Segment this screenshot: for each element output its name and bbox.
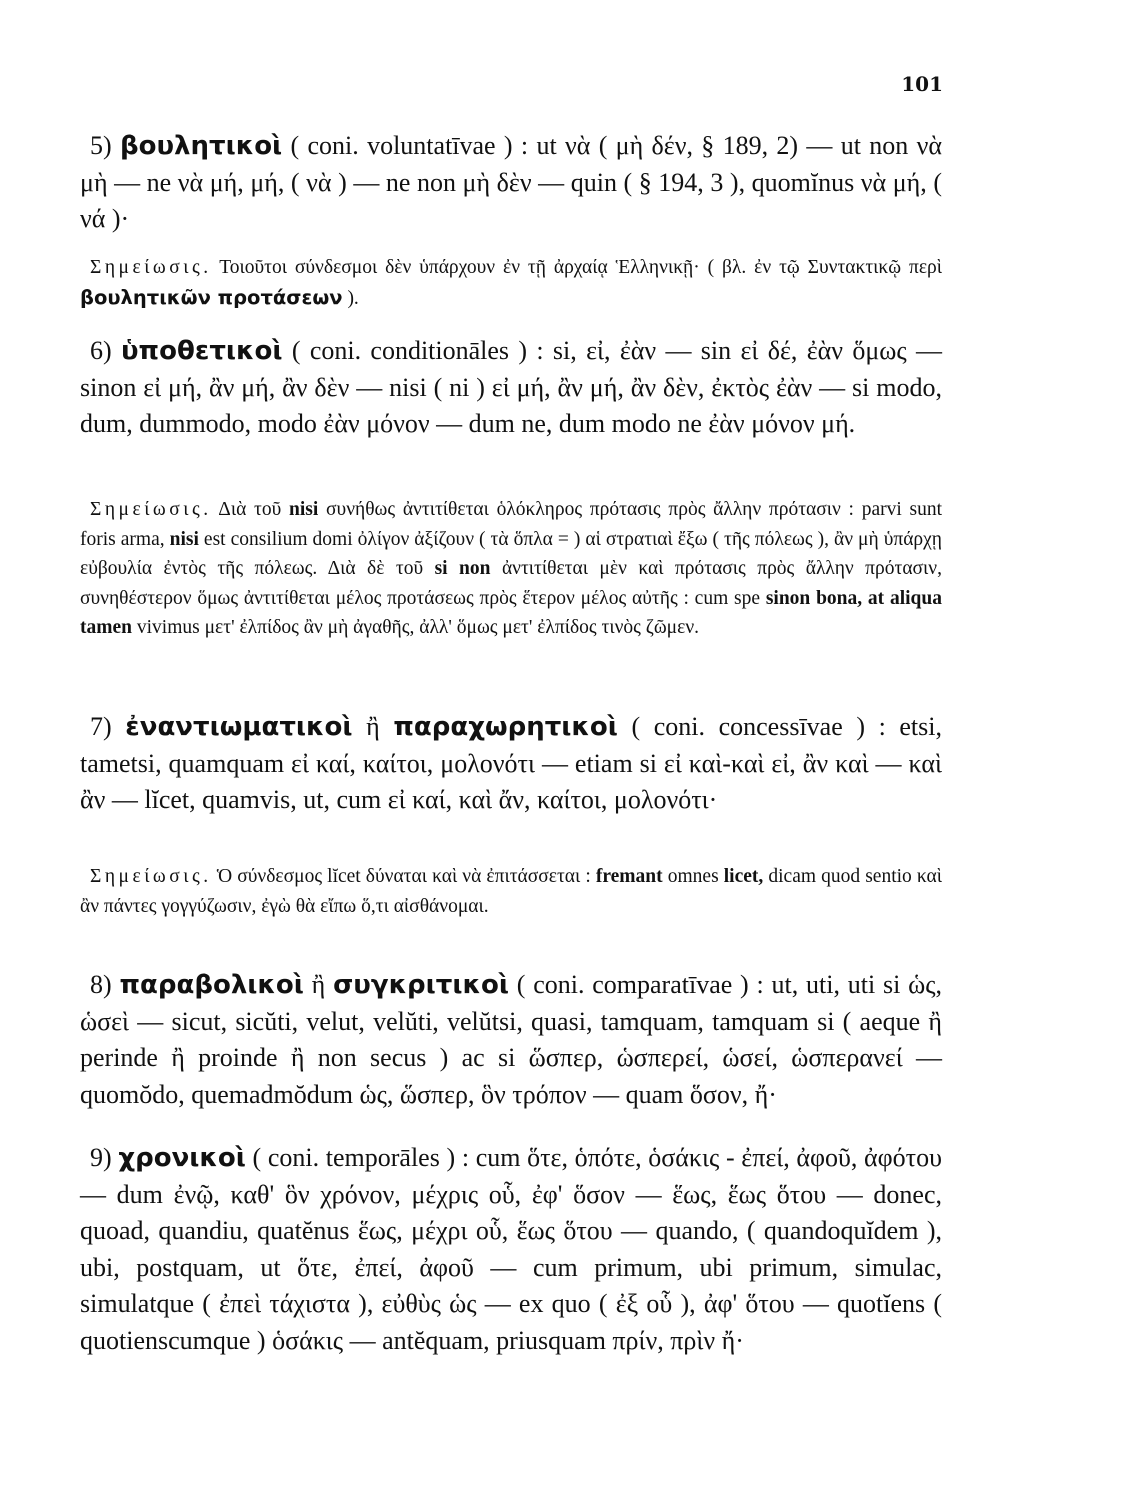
text-run: est consilium domi ὀλίγον ἀξίζουν ( τὰ ὅπλα = ) αἱ στρατιαὶ ἔξω ( τῆς πόλεως ), ἂν μὴ ὑπάρχῃ εὐβουλία ἐντὸς τῆς πόλεως. Διὰ δὲ τοῦ	[80, 528, 942, 579]
text-run: Τοιοῦτοι σύνδεσμοι δὲν ὑπάρχουν ἐν τῇ ἀρχαίᾳ Ἑλληνικῇ· ( βλ. ἐν τῷ Συντακτικῷ περὶ	[211, 257, 942, 278]
section-number: 9)	[90, 1143, 112, 1172]
section-7-note	[80, 862, 942, 921]
text-run: ( coni. temporāles ) : cum ὅτε, ὁπότε, ὁσάκις - ἐπεί, ἀφοῦ, ἀφότου — dum ἐνῷ, καθ' ὃν χρόνον, μέχρις οὗ, ἐφ' ὅσον — ἕως, ἕως ὅτου — donec, quoad, quandiu, quatĕnus ἕως, μέχρι οὗ, ἕως ὅτου — quando, ( quandoquĭdem ), ubi, postquam, ut ὅτε, ἐπεί, ἀφοῦ — cum primum, ubi primum, simulac, simulatque ( ἐπεὶ τάχιστα ), εὐθὺς ὡς — ex quo ( ἐξ οὗ ), ἀφ' ὅτου — quotĭens ( quotienscumque ) ὁσάκις — antĕquam, priusquam πρίν, πρὶν ἤ·	[80, 1143, 942, 1355]
text-run: vivimus μετ' ἐλπίδος ἂν μὴ ἀγαθῆς, ἀλλ' ὅμως μετ' ἐλπίδος τινὸς ζῶμεν.	[132, 617, 700, 638]
section-number: 5)	[90, 131, 112, 160]
text-run: συνήθως ἀντιτίθεται ὁλόκληρος πρότασις πρὸς ἄλλην πρότασιν : parvi sunt foris arma,	[80, 499, 943, 550]
section-8-paragraph	[80, 967, 942, 1113]
text-run: Διὰ τοῦ	[211, 499, 290, 520]
section-9-paragraph	[80, 1140, 942, 1359]
emphasized-term: συγκριτικοὶ	[333, 970, 509, 1000]
emphasized-term: sinon bona, at aliqua tamen	[80, 587, 942, 638]
page-number: 101	[901, 72, 943, 96]
text-run: Ὁ σύνδεσμος lĭcet δύναται καὶ νὰ ἐπιτάσσεται :	[211, 866, 596, 887]
emphasized-term: βουλητικῶν προτάσεων	[80, 285, 343, 309]
note-label: Σημείωσις.	[90, 499, 212, 520]
emphasized-term: fremant	[595, 866, 663, 887]
text-run: ἢ	[352, 712, 394, 741]
note-label: Σημείωσις.	[90, 257, 212, 278]
emphasized-term: παραχωρητικοὶ	[393, 712, 618, 742]
emphasized-term: ἐναντιωματικοὶ	[125, 712, 353, 742]
emphasized-term: licet,	[723, 866, 764, 887]
text-run: dicam quod sentio καὶ ἂν πάντες γογγύζωσιν, ἐγὼ θὰ εἴπω ὅ,τι αἰσθάνομαι.	[80, 866, 942, 917]
note-label: Σημείωσις.	[90, 866, 212, 887]
text-run: ( coni. concessīvae ) : etsi, tametsi, quamquam εἰ καί, καίτοι, μολονότι — etiam si εἰ καὶ-καὶ εἰ, ἂν καὶ — καὶ ἂν — lĭcet, quamvis, ut, cum εἰ καί, καὶ ἄν, καίτοι, μολονότι·	[80, 712, 942, 814]
emphasized-term: nisi	[169, 528, 199, 550]
section-5-note	[80, 253, 942, 313]
section-number: 8)	[90, 970, 112, 999]
text-run: omnes	[662, 866, 724, 887]
text-run: ἢ	[303, 970, 334, 999]
text-run: ).	[342, 287, 359, 309]
emphasized-term: nisi	[289, 499, 319, 520]
section-6-note	[80, 495, 942, 643]
section-7-paragraph	[80, 709, 942, 819]
section-number: 7)	[90, 712, 112, 741]
emphasized-term: si non	[434, 558, 491, 579]
emphasized-term: ὑποθετικοὶ	[121, 336, 283, 366]
emphasized-term: χρονικοὶ	[118, 1143, 246, 1173]
section-5-paragraph	[80, 128, 942, 238]
text-run: ( coni. conditionāles ) : si, εἰ, ἐὰν — sin εἰ δέ, ἐὰν ὅμως — sinon εἰ μή, ἂν μή, ἂν δὲν — nisi ( ni ) εἰ μή, ἂν μή, ἂν δὲν, ἐκτὸς ἐὰν — si modo, dum, dummodo, modo ἐὰν μόνον — dum ne, dum modo ne ἐὰν μόνον μή.	[80, 336, 942, 438]
emphasized-term: βουλητικοὶ	[120, 131, 283, 161]
text-run: ἀντιτίθεται μὲν καὶ πρότασις πρὸς ἄλλην πρότασιν, συνηθέστερον ὅμως ἀντιτίθεται μέλος προτάσεως πρὸς ἕτερον μέλος αὐτῆς : cum spe	[80, 558, 942, 609]
text-run: ( coni. comparatīvae ) : ut, uti, uti si ὡς, ὡσεὶ — sicut, sicŭti, velut, velŭti, velŭtsi, quasi, tamquam, tamquam si ( aeque ἢ perinde ἢ proinde ἢ non secus ) ac si ὥσπερ, ὡσπερεί, ὡσεί, ὡσπερανεί — quomŏdo, quemadmŏdum ὡς, ὥσπερ, ὃν τρόπον — quam ὅσον, ἤ·	[80, 970, 942, 1109]
text-run: ( coni. voluntatīvae ) : ut νὰ ( μὴ δέν, § 189, 2) — ut non νὰ μὴ — ne νὰ μή, μή, ( νὰ ) — ne non μὴ δὲν — quin ( § 194, 3 ), quomĭnus νὰ μή, ( νά )·	[80, 131, 942, 233]
emphasized-term: παραβολικοὶ	[119, 970, 304, 1000]
section-6-paragraph	[80, 333, 942, 443]
section-number: 6)	[90, 336, 112, 365]
